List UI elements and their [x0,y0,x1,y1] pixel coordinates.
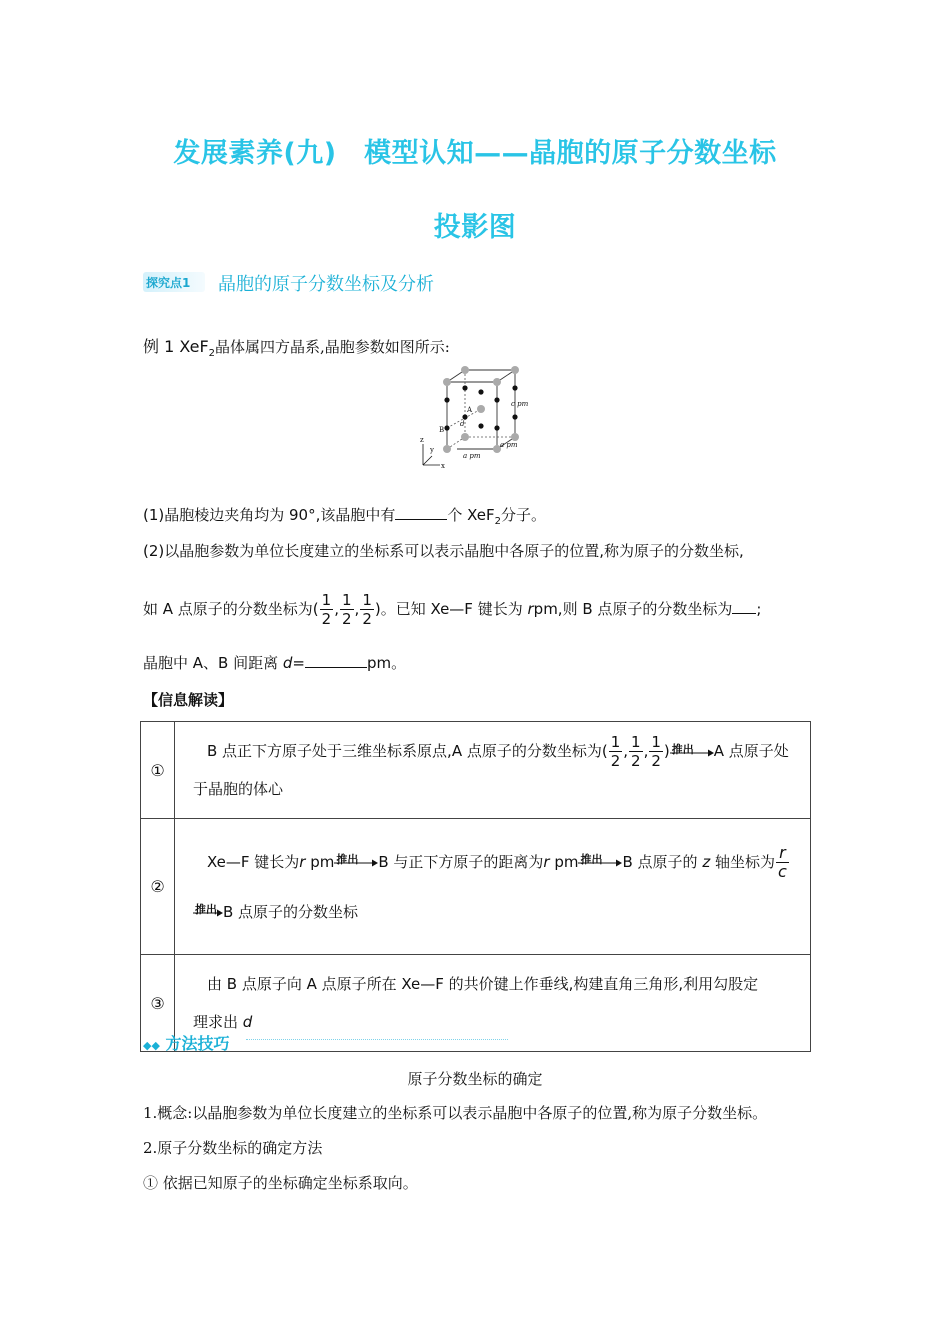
table-row [141,955,811,1052]
label-z: z [420,436,424,444]
label-y: y [430,446,434,454]
row-number: ① [141,722,175,819]
q1-suffix: 个 XeF [447,506,495,524]
q2-prefix: 如 A 点原子的分数坐标为( [143,600,319,618]
corner-atom [461,433,469,441]
q1-prefix: (1)晶胞棱边夹角均为 90°,该晶胞中有 [143,506,396,524]
example-intro-sub: 2 [208,348,216,360]
center-atom-a [477,405,485,413]
section-tag [143,272,205,292]
method-line-1: 1.概念:以晶胞参数为单位长度建立的坐标系可以表示晶胞中各原子的位置,称为原子分数坐标。 [143,1104,768,1122]
unit-cell-figure [410,362,540,474]
question-1 [143,504,546,527]
q1-blank[interactable] [395,505,447,520]
example-intro [143,334,450,359]
example-intro-suffix: 晶体属四方晶系,晶胞参数如图所示: [215,338,450,356]
row-content: 由 B 点原子向 A 点原子所在 Xe—F 的共价键上作垂线,构建直角三角形,利用勾股定 理求出 d [175,955,811,1052]
page-title-continued: 投影图 [433,212,517,243]
row-content: B 点正下方原子处于三维坐标系原点,A 点原子的分数坐标为( $\frac{1}{2}$ , $\frac{1}{2}$ , $\frac{1}{2}$ ) 推出 A 点原子处 于晶胞的体心 [175,722,811,819]
q2-line3-prefix: 晶胞中 A、B 间距离 [143,654,279,672]
q2-blank-coord[interactable] [732,599,756,614]
method-heading [143,1031,230,1054]
divider [246,1039,508,1040]
fraction: $\frac{1}{2}$ [321,591,332,628]
q2-blank-distance[interactable] [305,653,367,668]
fraction: $\frac{1}{2}$ [362,591,372,628]
fraction: $\frac{1}{2}$ [341,591,352,628]
row-number: ② [141,819,175,955]
q2-mid: )。已知 Xe—F 键长为 [374,600,523,618]
q2-line3-suffix: pm。 [366,654,407,672]
corner-atom [493,378,501,386]
label-b: B [439,426,445,434]
implies-arrow: 推出 [193,903,223,921]
corner-atom [511,433,519,441]
label-a-bottom: a pm [463,452,481,460]
method-line-3: ① 依据已知原子的坐标确定坐标系取向。 [143,1174,418,1192]
implies-arrow: 推出 [334,853,378,871]
label-x: x [441,462,445,470]
q2-tail: pm,则 B 点原子的分数坐标为 [533,600,733,618]
implies-arrow: 推出 [670,743,714,761]
method-line-2: 2.原子分数坐标的确定方法 [143,1139,323,1157]
corner-atom [443,445,451,453]
label-c: c pm [511,400,529,408]
question-2-line2: 如 A 点原子的分数坐标为( $\frac{1}{2}$ , $\frac{1}{2}$ , $\frac{1}{2}$ )。已知 Xe—F 键长为 rpm,则 B 点原子的分数坐标为 ; [143,591,762,628]
row-number: ③ [141,955,175,1052]
section-title: 晶胞的原子分数坐标及分析 [218,274,434,295]
diamond-icon: ◆◆ [143,1039,160,1052]
corner-atom [511,366,519,374]
question-2-line3: 晶胞中 A、B 间距离 d= pm。 [143,654,407,672]
q1-suffix-end: 分子。 [500,506,546,524]
label-a: A [467,406,473,414]
q2-d: d [282,654,293,672]
question-2-line1: (2)以晶胞参数为单位长度建立的坐标系可以表示晶胞中各原子的位置,称为原子的分数坐标, [143,542,744,560]
method-subtitle: 原子分数坐标的确定 [407,1070,543,1088]
label-a-right: a pm [500,441,518,449]
page-title: 发展素养(九) 模型认知——晶胞的原子分数坐标 [173,138,777,169]
info-table [140,721,811,1052]
info-heading: 【信息解读】 [143,691,234,709]
q1-sub: 2 [494,516,501,527]
table-row [141,819,811,955]
table-row [141,722,811,819]
section-tag-label: 探究点1 [146,276,191,290]
label-d: d [460,420,465,428]
corner-atom [461,366,469,374]
example-intro-prefix: 例 1 XeF [143,337,209,356]
row-content: Xe—F 键长为r pm 推出 B 与正下方原子的距离为r pm 推出 B 点原子的 z 轴坐标为 $\frac{r}{c}$ 推出 B 点原子的分数坐标 [175,819,811,955]
method-title: 方法技巧 [165,1034,230,1053]
implies-arrow: 推出 [578,853,622,871]
q2-r: r [527,600,534,618]
corner-atom [443,378,451,386]
